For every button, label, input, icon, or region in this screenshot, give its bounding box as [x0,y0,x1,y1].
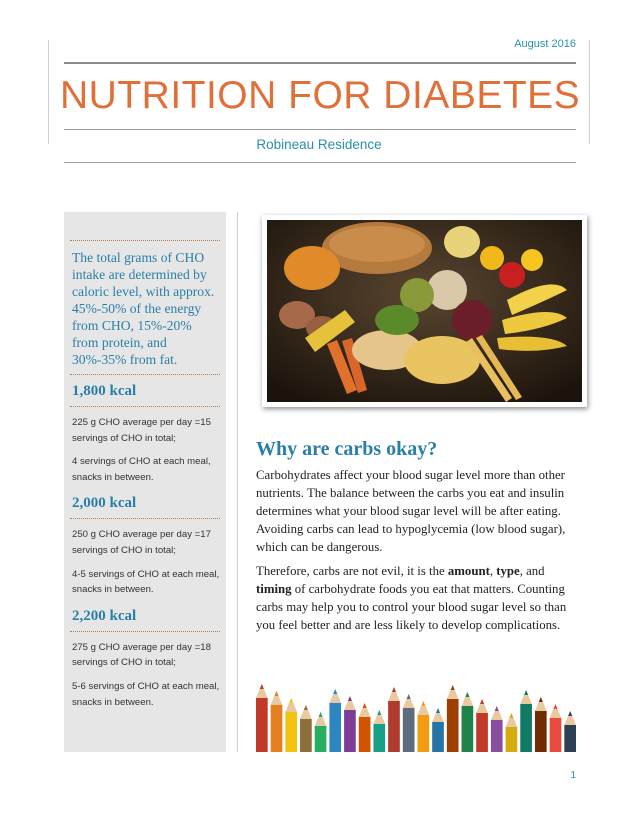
emphasis-type: type [496,564,520,578]
pencil-lead [436,708,440,713]
pencil-lead [304,705,308,710]
title-top-rule [64,62,576,64]
pencil-body [447,699,459,752]
pencil-body [535,711,547,752]
pencil-body [388,701,400,752]
title-bottom-rule [64,129,576,130]
kcal-detail: 250 g CHO average per day =17 servings of CHO in total; [72,529,211,556]
kcal-heading: 1,800 kcal [72,383,137,399]
pencil-lead [260,684,264,689]
article-paragraph [256,562,578,634]
pencil-body [520,704,532,752]
pencil-lead [421,701,425,706]
left-margin-line [48,40,49,144]
colored-pencils-image [255,676,578,752]
pencil-body [550,718,562,752]
pencil-body [256,698,268,752]
pencil-body [564,725,576,752]
article-paragraph: Carbohydrates affect your blood sugar level more than other nutrients. The balance between the carbs you eat and insulin determines what your blood sugar level will be after eating. Avoiding carbs can lead to hypoglycemia (low blood sugar), which can be dangerous. [256,468,566,554]
sidebar [64,212,226,752]
kcal-detail: 4-5 servings of CHO at each meal, snacks in between. [72,568,220,596]
pencil-body [271,705,283,752]
paragraph-text: of carbohydrate foods you eat that matters. Counting carbs may help you to control your blood sugar level so than you feel better and are less likely to develop complications. [256,582,567,632]
pencil-body [403,708,415,752]
pencil-lead [495,706,499,711]
issue-date: August 2016 [514,38,576,50]
pencil-body [491,720,503,752]
kcal-detail: 275 g CHO average per day =18 servings of CHO in total; [72,641,211,669]
pencil-body [285,712,297,752]
pencil-lead [407,694,411,699]
pencil-body [432,722,444,752]
pencil-lead [539,697,543,702]
page-subtitle: Robineau Residence [256,137,382,152]
pencil-body [476,713,488,752]
sidebar-divider [70,406,220,407]
pencil-body [300,719,312,752]
pencil-lead [319,712,323,717]
pencil-body [315,726,327,752]
paragraph-text: , [489,564,497,578]
sidebar-divider [70,374,220,375]
pencils-illustration [255,676,578,752]
pencil-lead [275,691,279,696]
page-number: 1 [570,770,576,781]
pencil-lead [333,689,337,694]
pencil-body [359,717,371,752]
pencil-body [344,710,356,752]
carbohydrate-foods-photo [262,215,587,407]
paragraph-text: Therefore, carbs are not evil, it is the [256,564,448,578]
emphasis-amount: amount [447,564,490,578]
right-margin-line [589,40,590,144]
pencil-body [373,724,385,752]
pencil-lead [480,699,484,704]
pencil-lead [465,692,469,697]
column-divider-line [237,212,238,752]
pencil-lead [553,704,557,709]
pencil-body [462,706,474,752]
pencil-lead [451,685,455,690]
pencil-lead [509,713,513,718]
kcal-heading: 2,000 kcal [72,495,137,512]
pencil-lead [363,703,367,708]
pencil-lead [289,698,293,703]
paragraph-text: , and [519,564,545,578]
sidebar-divider [70,518,220,519]
pencil-lead [392,687,396,692]
pencil-lead [377,710,381,715]
sidebar-intro: The total grams of CHO intake are determined by caloric level, with approx. 45%-50% of the energy from CHO, 15%-20% from protein, and 30%-35% from fat. [72,250,215,367]
kcal-detail: 4 servings of CHO at each meal, snacks in between. [72,456,211,483]
page-title: NUTRITION FOR DIABETES [60,74,581,117]
emphasis-timing: timing [256,582,292,596]
kcal-heading: 2,200 kcal [72,607,137,624]
subtitle-bottom-rule [64,162,576,163]
pencil-body [418,715,430,752]
sidebar-divider [70,631,220,632]
food-illustration [267,220,582,402]
pencil-lead [568,711,572,716]
pencil-body [329,703,341,752]
pencil-lead [524,690,528,695]
article-heading: Why are carbs okay? [256,438,438,460]
sidebar-divider [70,240,220,241]
pencil-lead [348,696,352,701]
pencil-body [506,727,518,752]
kcal-detail: 5-6 servings of CHO at each meal, snacks in between. [72,680,220,708]
kcal-detail: 225 g CHO average per day =15 servings of CHO in total; [72,417,211,444]
